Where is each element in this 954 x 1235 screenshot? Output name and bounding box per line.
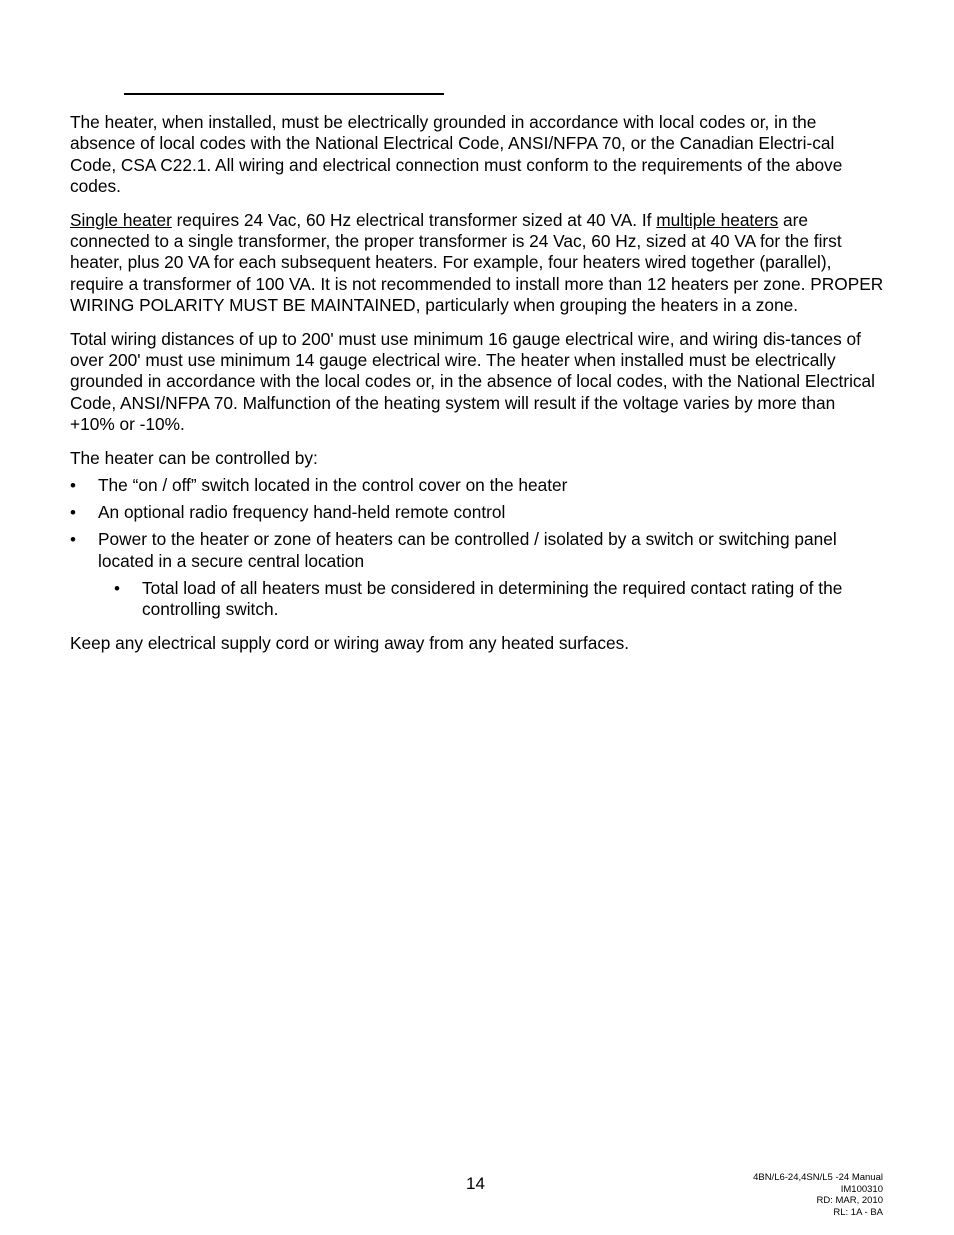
control-option-remote [70, 502, 884, 523]
control-option-central-switch [70, 529, 884, 620]
closing-paragraph: Keep any electrical supply cord or wiring away from any heated surfaces. [70, 633, 630, 654]
controlled-by-intro: The heater can be controlled by: [70, 447, 318, 468]
control-sub-option-text: Total load of all heaters must be considered in determining the required contact rating of the controlling switch. [142, 577, 843, 620]
footer-revision-date: RD: MAR, 2010 [816, 1195, 883, 1206]
control-sub-option-load [98, 578, 884, 621]
transformer-paragraph [70, 210, 884, 316]
footer-doc-id: IM100310 [840, 1183, 883, 1195]
transformer-text-1: requires 24 Vac, 60 Hz electrical transformer sized at 40 VA. If [171, 209, 657, 230]
control-options-list [70, 475, 884, 621]
control-option-text: Power to the heater or zone of heaters can be controlled / isolated by a switch or switching panel located in a secure central location [98, 529, 837, 571]
single-heater-term: Single heater [70, 209, 172, 230]
transformer-text-2: are connected to a single transformer, the proper transformer is 24 Vac, 60 Hz, sized at 40 VA for the first heater, plus 20 VA for each subsequent heaters. For example, four heaters wired together (parallel), require a transformer of 100 VA. It is not recommended to install more than 12 heaters per zone. PROPER WIRING POLARITY MUST BE MAINTAINED, particularly when grouping the heaters in a zone. [70, 209, 884, 315]
page-body [70, 112, 884, 667]
footer-manual-name: 4BN/L6-24,4SN/L5 -24 Manual [753, 1172, 883, 1183]
control-option-text: An optional radio frequency hand-held remote control [98, 502, 506, 523]
grounding-paragraph: The heater, when installed, must be electrically grounded in accordance with local codes or, in the absence of local codes with the National Electrical Code, ANSI/NFPA 70, or the Canadian Electri-cal Code, CSA C22.1. All wiring and electrical connection must conform to the requirements of the above codes. [70, 112, 843, 196]
page-number: 14 [466, 1174, 485, 1193]
wiring-distances-paragraph: Total wiring distances of up to 200' must use minimum 16 gauge electrical wire, and wiring dis-tances of over 200' must use minimum 14 gauge electrical wire. The heater when installed must be electrically grounded in accordance with the local codes or, in the absence of local codes, with the National Electrical Code, ANSI/NFPA 70. Malfunction of the heating system will result if the voltage varies by more than +10% or -10%. [70, 328, 876, 435]
control-option-switch [70, 475, 884, 496]
footer-revision-level: RL: 1A - BA [833, 1206, 883, 1218]
control-sub-options-list [98, 578, 884, 621]
multiple-heaters-term: multiple heaters [656, 209, 779, 230]
header-rule [124, 93, 444, 95]
control-option-text: The “on / off” switch located in the control cover on the heater [98, 474, 568, 495]
footer-document-info [753, 1172, 883, 1218]
